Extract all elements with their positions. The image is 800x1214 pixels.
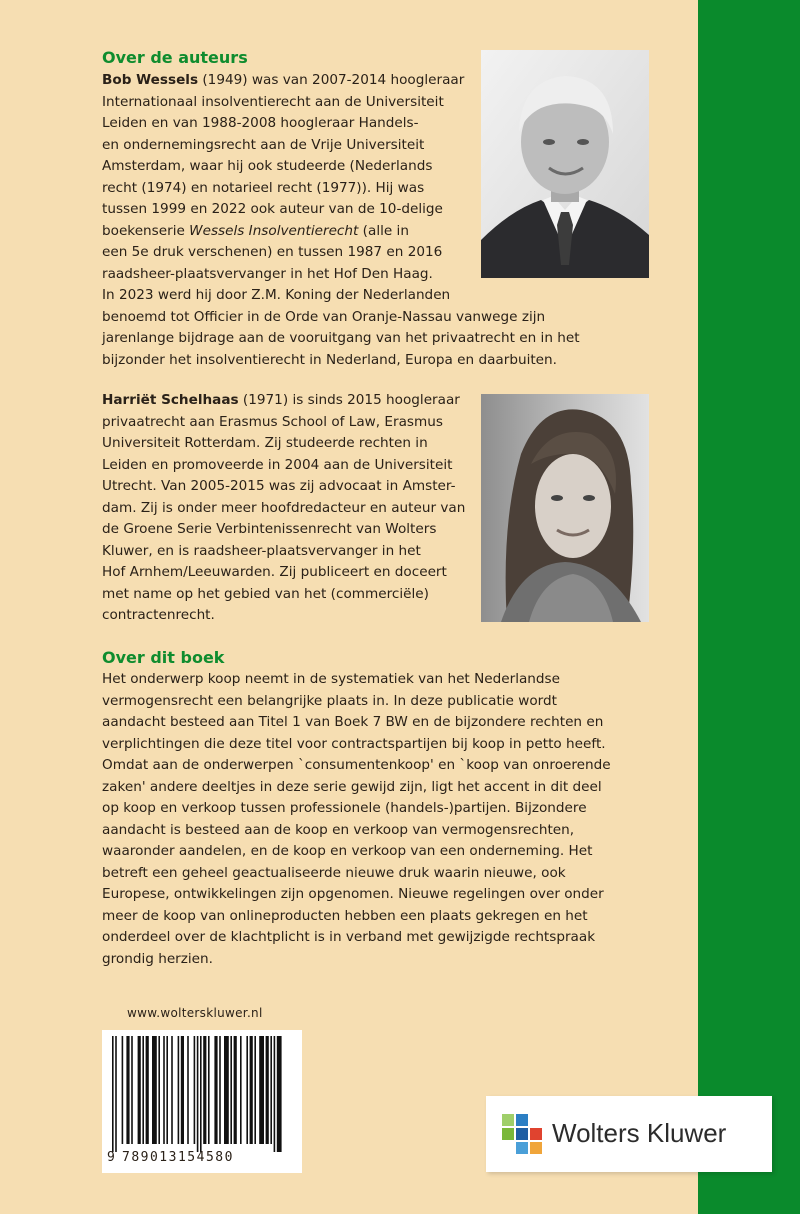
- barcode-bar: [254, 1036, 256, 1144]
- barcode-bar: [126, 1036, 129, 1144]
- barcode-bar: [224, 1036, 229, 1144]
- barcode-bar: [112, 1036, 114, 1152]
- website-url[interactable]: www.wolterskluwer.nl: [127, 1006, 263, 1020]
- wolters-kluwer-logo-icon: [502, 1114, 542, 1154]
- isbn-remaining-digits: 789013154580: [122, 1150, 234, 1165]
- barcode-bar: [122, 1036, 124, 1144]
- barcode-bar: [230, 1036, 232, 1144]
- green-side-bar: [698, 0, 800, 1214]
- barcode-bar: [131, 1036, 133, 1144]
- publisher-logo-box: [486, 1096, 772, 1172]
- barcode-bar: [270, 1036, 272, 1144]
- barcode-bar: [274, 1036, 276, 1152]
- barcode-bar: [187, 1036, 189, 1144]
- barcode-bar: [166, 1036, 168, 1144]
- isbn-first-digit: 9: [107, 1150, 115, 1165]
- isbn-barcode: [102, 1030, 302, 1173]
- barcode-bar: [203, 1036, 206, 1144]
- publisher-name: Wolters Kluwer: [552, 1118, 727, 1148]
- barcode-bar: [146, 1036, 149, 1144]
- barcode-bar: [234, 1036, 237, 1144]
- barcode-bar: [178, 1036, 180, 1144]
- barcode-bar: [194, 1036, 196, 1144]
- barcode-bar: [208, 1036, 210, 1144]
- author-photo-schelhaas: [481, 394, 649, 622]
- barcode-bar: [250, 1036, 253, 1144]
- barcode-bar: [266, 1036, 269, 1144]
- bio-schelhaas: Harriët Schelhaas (1971) is sinds 2015 hoogleraar privaatrecht aan Erasmus School of Law, Erasmus Universiteit Rotterdam. Zij studeerde rechten in Leiden en promoveerde in 2004 aan de Universiteit Utrecht. Van 2005-2015 was zij advocaat in Amster- dam. Zij is onder meer hoofdredacteur en auteur van de Groene Serie Verbintenissenrecht van Wolters Kluwer, en is raadsheer-plaatsvervanger in het Hof Arnhem/Leeuwarden. Zij publiceert en doceert met name op het gebied van het (commerciële) contractenrecht.: [102, 392, 466, 623]
- barcode-bar: [158, 1036, 160, 1144]
- barcode-bar: [259, 1036, 264, 1144]
- barcode-bar: [277, 1036, 282, 1152]
- barcode-bar: [181, 1036, 184, 1144]
- barcode-bar: [152, 1036, 157, 1144]
- author-name-schelhaas: Harriët Schelhaas: [102, 392, 239, 408]
- book-description: Het onderwerp koop neemt in de systematiek van het Nederlandse vermogensrecht een belangrijke plaats in. In deze publicatie wordt aandacht besteed aan Titel 1 van Boek 7 BW en de bijzondere rechten en verplichtingen die deze titel voor contractspartijen bij koop in petto heeft. Omdat aan de onderwerpen `consumentenkoop' en `koop van onroerende zaken' andere deeltjes in deze serie gewijd zijn, ligt het accent in dit deel op koop en verkoop tussen professionele (handels-)partijen. Bijzondere aandacht is besteed aan de koop en verkoop van vermogensrechten, waaronder aandelen, en de koop en verkoop van een onderneming. Het betreft een geheel geactualiseerde nieuwe druk waarin nieuwe, ook Europese, ontwikkelingen zijn opgenomen. Nieuwe regelingen over onder meer de koop van onlineproducten hebben een plaats gekregen en het onderdeel over de klachtplicht is in verband met gewijzigde rechtspraak grondig herzien.: [102, 671, 611, 967]
- book-heading: Over dit boek: [102, 648, 225, 667]
- barcode-bar: [197, 1036, 199, 1152]
- barcode-bar: [240, 1036, 242, 1144]
- barcode-bar: [246, 1036, 248, 1144]
- author-name-wessels: Bob Wessels: [102, 72, 199, 88]
- barcode-bar: [214, 1036, 217, 1144]
- barcode-bar: [171, 1036, 173, 1144]
- barcode-bar: [200, 1036, 202, 1152]
- barcode-bar: [219, 1036, 221, 1144]
- barcode-bar: [138, 1036, 141, 1144]
- bio-wessels: Bob Wessels (1949) was van 2007-2014 hoogleraar Internationaal insolventierecht aan de Universiteit Leiden en van 1988-2008 hoogleraar Handels- en ondernemingsrecht aan de Vrije Universiteit Amsterdam, waar hij ook studeerde (Nederlands recht (1974) en notarieel recht (1977)). Hij was tussen 1999 en 2022 ook auteur van de 10-delige boekenserie Wessels Insolventierecht (alle in een 5e druk verschenen) en tussen 1987 en 2016 raadsheer-plaatsvervanger in het Hof Den Haag. In 2023 werd hij door Z.M. Koning der Nederlanden benoemd tot Officier in de Orde van Oranje-Nassau vanwege zijn jarenlange bijdrage aan de vooruitgang van het privaatrecht en in het bijzonder het insolventierecht in Nederland, Europa en daarbuiten.: [102, 72, 580, 368]
- barcode-bar: [142, 1036, 144, 1144]
- book-series-title: Wessels Insolventierecht: [189, 222, 359, 239]
- barcode-bar: [115, 1036, 117, 1152]
- authors-heading: Over de auteurs: [102, 48, 248, 67]
- author-photo-wessels: [481, 50, 649, 278]
- barcode-bar: [163, 1036, 165, 1144]
